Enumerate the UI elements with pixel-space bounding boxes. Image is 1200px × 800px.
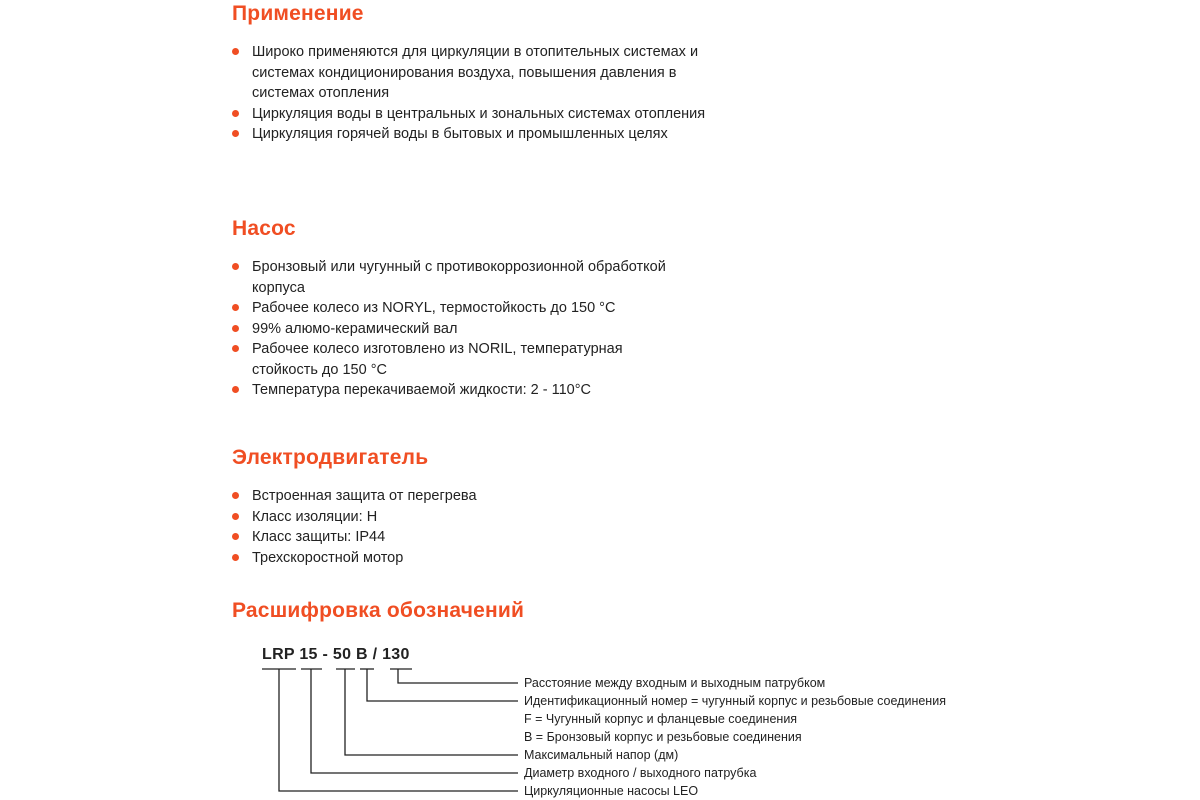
- leader-130: [398, 669, 518, 683]
- section-title-pump: Насос: [232, 217, 296, 240]
- model-code: LRP 15 - 50 B / 130: [262, 646, 410, 663]
- legend-item-id-number: Идентификационный номер = чугунный корпус и резьбовые соединения: [524, 694, 946, 708]
- section-title-decoding: Расшифровка обозначений: [232, 599, 525, 622]
- leader-b: [367, 669, 518, 701]
- list-item: Встроенная защита от перегрева: [232, 486, 682, 507]
- list-item: Рабочее колесо изготовлено из NORIL, температурная стойкость до 150 °С: [232, 339, 682, 380]
- list-item: Бронзовый или чугунный с противокоррозионной обработкой корпуса: [232, 257, 682, 298]
- legend-item-b: B = Бронзовый корпус и резьбовые соединения: [524, 730, 802, 744]
- leader-15: [311, 669, 518, 773]
- list-item: Класс защиты: IP44: [232, 527, 682, 548]
- section-title-application: Применение: [232, 2, 364, 25]
- legend-item-distance: Расстояние между входным и выходным патрубком: [524, 676, 826, 690]
- leader-50: [345, 669, 518, 755]
- list-item: Циркуляция горячей воды в бытовых и промышленных целях: [232, 124, 712, 145]
- list-item: Рабочее колесо из NORYL, термостойкость до 150 °С: [232, 298, 682, 319]
- legend-item-diameter: Диаметр входного / выходного патрубка: [524, 766, 757, 780]
- list-item: Температура перекачиваемой жидкости: 2 - 110°С: [232, 380, 682, 401]
- list-item: Широко применяются для циркуляции в отопительных системах и системах кондиционирования воздуха, повышения давления в системах отопления: [232, 42, 712, 104]
- list-item: 99% алюмо-керамический вал: [232, 319, 682, 340]
- section-title-motor: Электродвигатель: [232, 446, 429, 469]
- legend-item-head: Максимальный напор (дм): [524, 748, 679, 762]
- legend-item-series: Циркуляционные насосы LEO: [524, 784, 699, 798]
- list-item: Класс изоляции: Н: [232, 507, 682, 528]
- list-item: Циркуляция воды в центральных и зональных системах отопления: [232, 104, 712, 125]
- legend-item-f: F = Чугунный корпус и фланцевые соединения: [524, 712, 798, 726]
- list-item: Трехскоростной мотор: [232, 548, 682, 569]
